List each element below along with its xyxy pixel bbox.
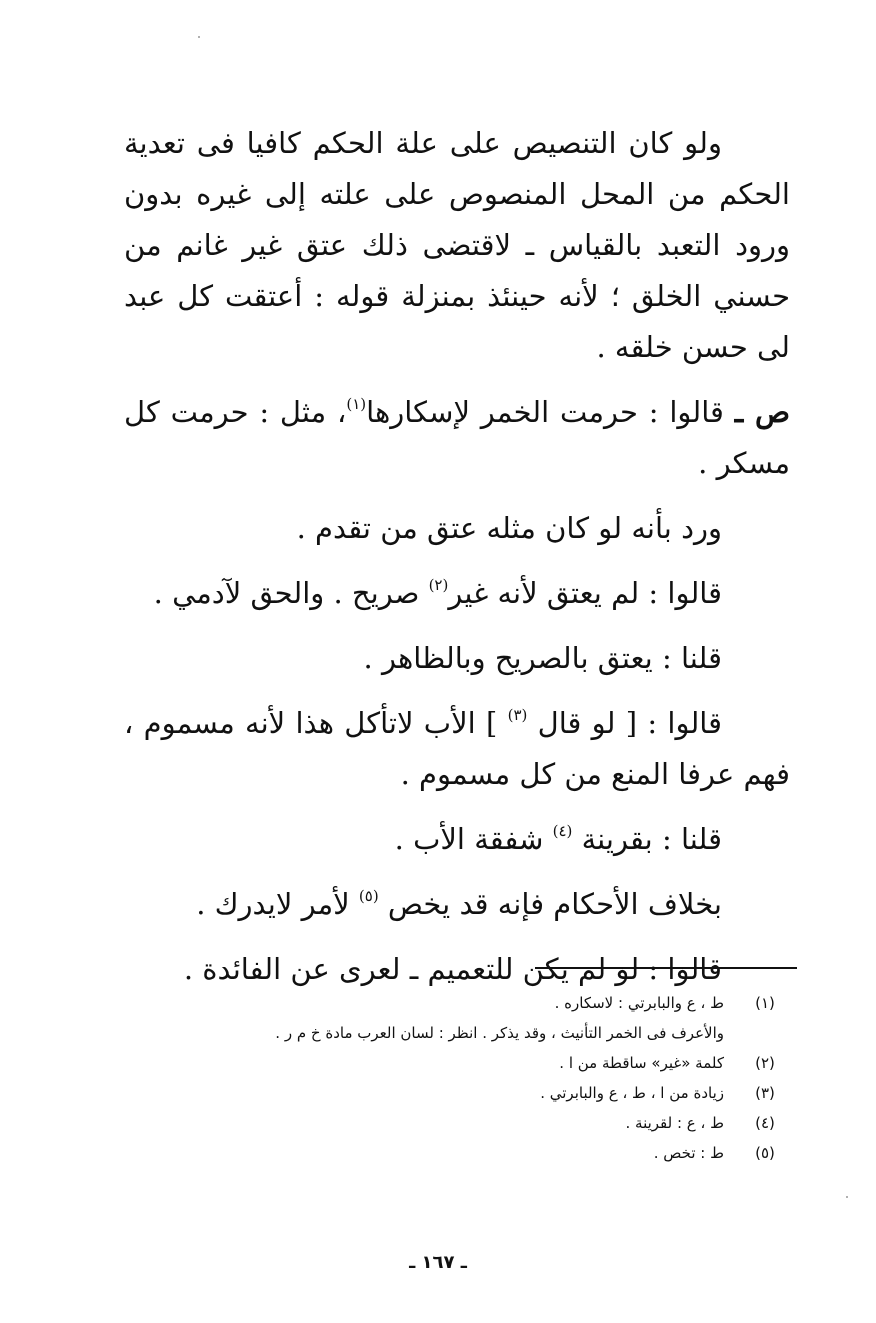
paragraph-6-part-a: قالوا : [ لو قال	[527, 706, 722, 740]
main-text	[124, 118, 790, 995]
footnote-text: والأعرف فى الخمر التأنيث ، وقد يذكر . انظر : لسان العرب مادة خ م ر .	[275, 1024, 724, 1042]
footnote-number: (٣)	[755, 1084, 775, 1102]
footnote-ref-3[interactable]: (٣)	[507, 706, 528, 725]
paragraph-4-part-a: قالوا : لم يعتق لأنه غير	[448, 576, 722, 610]
footnote-ref-4[interactable]: (٤)	[552, 822, 573, 841]
paragraph-4-part-b: صريح . والحق لآدمي .	[153, 576, 429, 610]
footnote-number: (٥)	[755, 1144, 775, 1162]
footnote-separator	[535, 967, 797, 969]
footnote-ref-2[interactable]: (٢)	[428, 576, 449, 595]
paragraph-3: ورد بأنه لو كان مثله عتق من تقدم .	[296, 511, 722, 545]
section-marker: ص ـ	[734, 395, 791, 429]
scan-speck	[846, 1196, 848, 1198]
paragraph-8-part-b: لأمر لايدرك .	[196, 887, 359, 921]
paragraph-9: قالوا : لو لم يكن للتعميم ـ لعرى عن الفائدة .	[183, 952, 722, 986]
scan-speck	[198, 36, 200, 38]
paragraph-6-part-b: ] الأب لاتأكل هذا لأنه مسموم ، فهم عرفا المنع من كل مسموم .	[124, 706, 790, 791]
footnote-number: (١)	[755, 994, 775, 1012]
paragraph-8	[124, 879, 790, 930]
paragraph-1: ولو كان التنصيص على علة الحكم كافيا فى تعدية الحكم من المحل المنصوص على علته إلى غيره بدون ورود التعبد بالقياس ـ لاقتضى ذلك عتق غير غانم من حسني الخلق ؛ لأنه حينئذ بمنزلة قوله : أعتقت كل عبد لى حسن خلقه .	[124, 126, 790, 364]
paragraph-7	[124, 814, 790, 865]
footnotes	[130, 988, 790, 1168]
footnote-item	[130, 1048, 790, 1078]
paragraph-8-part-a: بخلاف الأحكام فإنه قد يخص	[378, 887, 722, 921]
footnote-number: (٢)	[755, 1054, 775, 1072]
footnote-item	[130, 988, 790, 1018]
footnote-item	[130, 1108, 790, 1138]
footnote-text: ط : تخص .	[653, 1144, 724, 1162]
paragraph-5: قلنا : يعتق بالصريح وبالظاهر .	[363, 641, 722, 675]
paragraph-2-part-b: ، مثل : حرمت كل مسكر .	[124, 395, 790, 480]
paragraph-7-part-b: شفقة الأب .	[394, 822, 553, 856]
footnote-text: كلمة «غير» ساقطة من ا .	[559, 1054, 724, 1072]
paragraph-4	[124, 568, 790, 619]
footnote-text: ط ، ع والبابرتي : لاسكاره .	[554, 994, 724, 1012]
footnote-number: (٤)	[755, 1114, 775, 1132]
footnote-item	[130, 1018, 790, 1048]
footnote-item	[130, 1138, 790, 1168]
footnote-item	[130, 1078, 790, 1108]
footnote-text: زيادة من ا ، ط ، ع والبابرتي .	[540, 1084, 724, 1102]
footnote-text: ط ، ع : لقرينة .	[625, 1114, 724, 1132]
paragraph-6	[124, 698, 790, 800]
paragraph-2	[124, 387, 790, 489]
footnote-ref-5[interactable]: (٥)	[358, 887, 379, 906]
paragraph-2-part-a: قالوا : حرمت الخمر لإسكارها	[366, 395, 735, 429]
page-number: ـ ١٦٧ ـ	[409, 1252, 467, 1273]
footnote-ref-1[interactable]: (١)	[346, 395, 367, 414]
paragraph-7-part-a: قلنا : بقرينة	[572, 822, 722, 856]
